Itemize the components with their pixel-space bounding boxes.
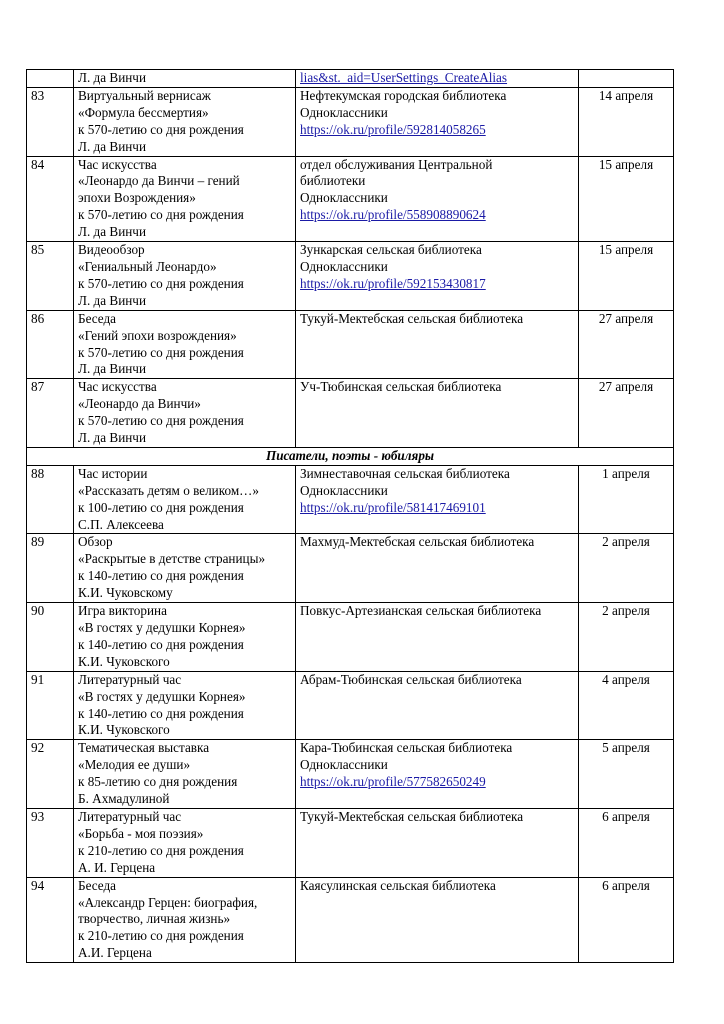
- event-line: «Леонардо да Винчи – гений: [78, 173, 240, 189]
- event-line: Час искусства: [78, 379, 157, 395]
- event-line: к 570-летию со дня рождения: [78, 207, 244, 223]
- event-date: 5 апреля: [579, 740, 674, 809]
- table-row: [27, 671, 674, 740]
- place-cell: [296, 740, 579, 809]
- event-date: 2 апреля: [579, 534, 674, 603]
- row-number: 88: [27, 465, 74, 534]
- event-line: Видеообзор: [78, 242, 145, 258]
- place-cell: [296, 877, 579, 963]
- event-cell: [74, 87, 296, 156]
- event-line: Л. да Винчи: [78, 430, 146, 446]
- place-line: Зункарская сельская библиотека: [300, 242, 482, 258]
- profile-link[interactable]: https://ok.ru/profile/577582650249: [300, 774, 486, 790]
- events-table: [26, 69, 674, 963]
- row-number: 93: [27, 808, 74, 877]
- event-line: к 210-летию со дня рождения: [78, 928, 244, 944]
- profile-link[interactable]: https://ok.ru/profile/592814058265: [300, 121, 486, 137]
- place-line: Абрам-Тюбинская сельская библиотека: [300, 671, 522, 687]
- place-line: Одноклассники: [300, 757, 388, 773]
- event-line: Час искусства: [78, 156, 157, 172]
- section-header-row: [27, 447, 674, 465]
- table-row: [27, 534, 674, 603]
- place-line: Махмуд-Мектебская сельская библиотека: [300, 534, 535, 550]
- event-line: к 210-летию со дня рождения: [78, 842, 244, 858]
- event-cell: [74, 310, 296, 379]
- place-cell: [296, 808, 579, 877]
- event-date: 6 апреля: [579, 877, 674, 963]
- event-line: «Рассказать детям о великом…»: [78, 482, 259, 498]
- row-number: 89: [27, 534, 74, 603]
- profile-link[interactable]: lias&st._aid=UserSettings_CreateAlias: [300, 70, 508, 85]
- event-cell: [74, 877, 296, 963]
- row-number: 86: [27, 310, 74, 379]
- profile-link[interactable]: https://ok.ru/profile/581417469101: [300, 499, 486, 515]
- event-line: А. И. Герцена: [78, 859, 156, 875]
- table-row: [27, 808, 674, 877]
- event-cell: [74, 534, 296, 603]
- event-date: 2 апреля: [579, 603, 674, 672]
- event-line: А.И. Герцена: [78, 945, 152, 961]
- event-line: Час истории: [78, 465, 148, 481]
- place-line: Каясулинская сельская библиотека: [300, 877, 496, 893]
- event-line: Беседа: [78, 877, 117, 893]
- event-line: Обзор: [78, 534, 113, 550]
- event-date: 15 апреля: [579, 156, 674, 242]
- table-row: [27, 310, 674, 379]
- row-number: 85: [27, 242, 74, 311]
- event-line: к 100-летию со дня рождения: [78, 499, 244, 515]
- place-line: Одноклассники: [300, 190, 388, 206]
- place-line: Кара-Тюбинская сельская библиотека: [300, 740, 513, 756]
- place-line: Тукуй-Мектебская сельская библиотека: [300, 808, 524, 824]
- place-cell: [296, 603, 579, 672]
- table-row: [27, 156, 674, 242]
- event-line: Тематическая выставка: [78, 740, 210, 756]
- event-cell: [74, 603, 296, 672]
- place-line: библиотеки: [300, 173, 366, 189]
- place-cell: [296, 534, 579, 603]
- place-cell: [296, 465, 579, 534]
- event-line: к 570-летию со дня рождения: [78, 121, 244, 137]
- table-row: [27, 603, 674, 672]
- table-row: [27, 465, 674, 534]
- profile-link[interactable]: https://ok.ru/profile/558908890624: [300, 207, 486, 223]
- event-line: к 570-летию со дня рождения: [78, 344, 244, 360]
- table-row: [27, 379, 674, 448]
- place-cell: [296, 156, 579, 242]
- event-line: «В гостях у дедушки Корнея»: [78, 688, 246, 704]
- event-line: К.И. Чуковскому: [78, 585, 173, 601]
- event-line: Игра викторина: [78, 603, 167, 619]
- table-row: [27, 740, 674, 809]
- section-title: Писатели, поэты - юбиляры: [27, 447, 674, 465]
- event-date: 6 апреля: [579, 808, 674, 877]
- place-line: Нефтекумская городская библиотека: [300, 87, 507, 103]
- event-line: «Леонардо да Винчи»: [78, 396, 201, 412]
- event-line: «Формула бессмертия»: [78, 104, 209, 120]
- event-line: Виртуальный вернисаж: [78, 87, 211, 103]
- place-line: Повкус-Артезианская сельская библиотека: [300, 603, 542, 619]
- event-line: Л. да Винчи: [78, 138, 146, 154]
- row-number: 91: [27, 671, 74, 740]
- event-line: Л. да Винчи: [78, 292, 146, 308]
- place-cell: [296, 70, 579, 88]
- event-line: «Мелодия ее души»: [78, 757, 191, 773]
- event-line: Б. Ахмадулиной: [78, 791, 170, 807]
- event-line: к 140-летию со дня рождения: [78, 636, 244, 652]
- event-cell: [74, 70, 296, 88]
- event-line: Л. да Винчи: [78, 70, 146, 85]
- event-line: эпохи Возрождения»: [78, 190, 196, 206]
- event-line: «Гениальный Леонардо»: [78, 258, 217, 274]
- event-line: Л. да Винчи: [78, 361, 146, 377]
- row-number: 84: [27, 156, 74, 242]
- row-number: 94: [27, 877, 74, 963]
- event-line: Беседа: [78, 310, 117, 326]
- event-date: 1 апреля: [579, 465, 674, 534]
- row-number: [27, 70, 74, 88]
- place-cell: [296, 379, 579, 448]
- row-number: 92: [27, 740, 74, 809]
- event-date: 27 апреля: [579, 379, 674, 448]
- row-number: 87: [27, 379, 74, 448]
- event-line: творчество, личная жизнь»: [78, 911, 231, 927]
- event-line: «В гостях у дедушки Корнея»: [78, 620, 246, 635]
- event-line: С.П. Алексеева: [78, 516, 164, 532]
- event-date: [579, 70, 674, 88]
- place-line: Тукуй-Мектебская сельская библиотека: [300, 310, 524, 326]
- event-line: к 85-летию со дня рождения: [78, 774, 238, 790]
- event-line: «Гений эпохи возрождения»: [78, 327, 237, 343]
- row-number: 90: [27, 603, 74, 672]
- event-cell: [74, 671, 296, 740]
- place-cell: [296, 310, 579, 379]
- event-date: 14 апреля: [579, 87, 674, 156]
- event-line: к 570-летию со дня рождения: [78, 413, 244, 429]
- event-line: «Александр Герцен: биография,: [78, 894, 258, 910]
- place-cell: [296, 242, 579, 311]
- profile-link[interactable]: https://ok.ru/profile/592153430817: [300, 275, 486, 291]
- table-row: [27, 87, 674, 156]
- event-cell: [74, 740, 296, 809]
- table-row: [27, 70, 674, 88]
- event-line: к 570-летию со дня рождения: [78, 275, 244, 291]
- row-number: 83: [27, 87, 74, 156]
- event-line: «Борьба - моя поэзия»: [78, 825, 204, 841]
- event-line: К.И. Чуковского: [78, 722, 170, 738]
- place-line: Одноклассники: [300, 258, 388, 274]
- event-cell: [74, 379, 296, 448]
- place-line: Уч-Тюбинская сельская библиотека: [300, 379, 502, 395]
- table-row: [27, 877, 674, 963]
- event-line: к 140-летию со дня рождения: [78, 568, 244, 584]
- place-line: отдел обслуживания Центральной: [300, 156, 493, 172]
- event-cell: [74, 465, 296, 534]
- event-line: Литературный час: [78, 671, 182, 687]
- place-line: Одноклассники: [300, 104, 388, 120]
- event-date: 4 апреля: [579, 671, 674, 740]
- place-line: Одноклассники: [300, 482, 388, 498]
- table-row: [27, 242, 674, 311]
- event-cell: [74, 156, 296, 242]
- event-cell: [74, 242, 296, 311]
- event-date: 27 апреля: [579, 310, 674, 379]
- event-line: К.И. Чуковского: [78, 653, 170, 669]
- event-date: 15 апреля: [579, 242, 674, 311]
- event-line: «Раскрытые в детстве страницы»: [78, 551, 266, 567]
- event-line: к 140-летию со дня рождения: [78, 705, 244, 721]
- event-cell: [74, 808, 296, 877]
- place-cell: [296, 671, 579, 740]
- event-line: Л. да Винчи: [78, 224, 146, 240]
- place-line: Зимнеставочная сельская библиотека: [300, 465, 510, 481]
- event-line: Литературный час: [78, 808, 182, 824]
- place-cell: [296, 87, 579, 156]
